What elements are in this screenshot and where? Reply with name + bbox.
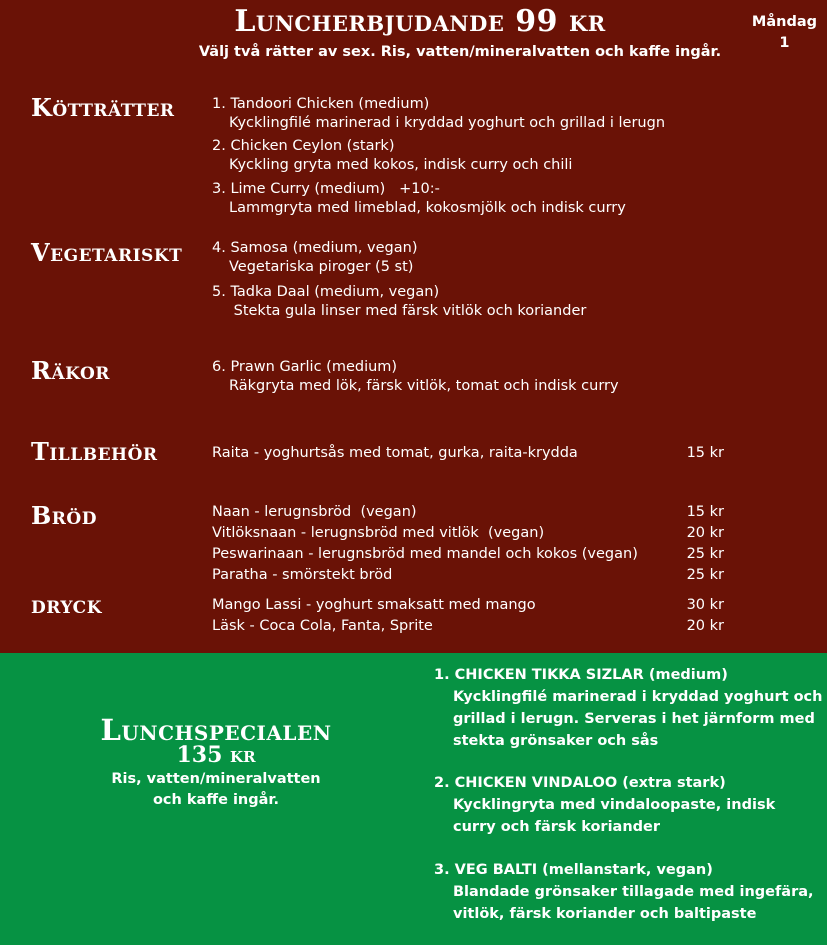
special-item-name: 1. CHICKEN TIKKA SIZLAR (medium) (434, 667, 728, 683)
item-price: 20 kr (686, 618, 724, 634)
special-item-name: 2. CHICKEN VINDALOO (extra stark) (434, 775, 726, 791)
special-title: Lunchspecialen (100, 713, 332, 747)
item-price: 30 kr (686, 597, 724, 613)
category-bread: Bröd (31, 501, 97, 530)
special-item-description (434, 794, 775, 838)
category-sides: Tillbehör (31, 437, 158, 466)
special-note-line: och kaffe ingår. (152, 792, 280, 808)
dish-description: Kyckling gryta med kokos, indisk curry och chili (229, 157, 573, 173)
special-item (434, 772, 775, 838)
item-name: Peswarinaan - lerugnsbröd med mandel och kokos (vegan) (212, 546, 638, 562)
description-line: Kycklingryta med vindaloopaste, indisk (453, 797, 776, 813)
menu-title: Luncherbjudande 99 kr (234, 4, 606, 39)
day-label (752, 12, 817, 54)
special-item (434, 859, 814, 925)
special-item-description (434, 686, 822, 752)
dish-item (212, 283, 586, 321)
day-number: 1 (779, 35, 790, 51)
category-vegetarian: Vegetariskt (31, 238, 183, 267)
special-note-line: Ris, vatten/mineralvatten (111, 771, 321, 787)
item-name: Raita - yoghurtsås med tomat, gurka, raita-krydda (212, 445, 578, 461)
special-note (0, 769, 432, 811)
dish-name: 2. Chicken Ceylon (stark) (212, 138, 395, 154)
special-item-name: 3. VEG BALTI (mellanstark, vegan) (434, 862, 713, 878)
description-line: vitlök, färsk koriander och baltipaste (453, 906, 757, 922)
dish-description: Kycklingfilé marinerad i kryddad yoghurt och grillad i lerugn (229, 115, 666, 131)
item-price: 15 kr (686, 445, 724, 461)
dish-item (212, 180, 626, 218)
special-item (434, 664, 822, 752)
category-drink: dryck (31, 590, 102, 619)
item-name: Läsk - Coca Cola, Fanta, Sprite (212, 618, 433, 634)
day-name: Måndag (751, 14, 817, 30)
description-line: stekta grönsaker och sås (453, 733, 659, 749)
dish-item (212, 137, 572, 175)
dish-description: Stekta gula linser med färsk vitlök och koriander (229, 303, 587, 319)
dish-item (212, 239, 418, 277)
dish-name: 3. Lime Curry (medium) +10:- (212, 181, 440, 197)
category-shrimp: Räkor (31, 356, 110, 385)
item-price: 20 kr (686, 525, 724, 541)
description-line: Blandade grönsaker tillagade med ingefära, (453, 884, 814, 900)
dish-item (212, 95, 665, 133)
dish-description: Räkgryta med lök, färsk vitlök, tomat och indisk curry (229, 378, 619, 394)
dish-name: 4. Samosa (medium, vegan) (212, 240, 418, 256)
dish-name: 1. Tandoori Chicken (medium) (212, 96, 430, 112)
special-price: 135 kr (176, 742, 256, 768)
item-name: Paratha - smörstekt bröd (212, 567, 393, 583)
dish-name: 6. Prawn Garlic (medium) (212, 359, 398, 375)
dish-description: Lammgryta med limeblad, kokosmjölk och indisk curry (229, 200, 626, 216)
item-price: 25 kr (686, 567, 724, 583)
item-price: 15 kr (686, 504, 724, 520)
description-line: grillad i lerugn. Serveras i het järnform med (453, 711, 815, 727)
dish-item (212, 358, 619, 396)
dish-description: Vegetariska piroger (5 st) (229, 259, 414, 275)
description-line: curry och färsk koriander (453, 819, 661, 835)
special-item-description (434, 881, 814, 925)
description-line: Kycklingfilé marinerad i kryddad yoghurt och (453, 689, 823, 705)
item-name: Naan - lerugnsbröd (vegan) (212, 504, 417, 520)
item-price: 25 kr (686, 546, 724, 562)
category-meat: Kötträtter (31, 93, 175, 122)
menu-subtitle: Välj två rätter av sex. Ris, vatten/mineralvatten och kaffe ingår. (198, 44, 722, 60)
item-name: Mango Lassi - yoghurt smaksatt med mango (212, 597, 536, 613)
dish-name: 5. Tadka Daal (medium, vegan) (212, 284, 440, 300)
item-name: Vitlöksnaan - lerugnsbröd med vitlök (vegan) (212, 525, 545, 541)
